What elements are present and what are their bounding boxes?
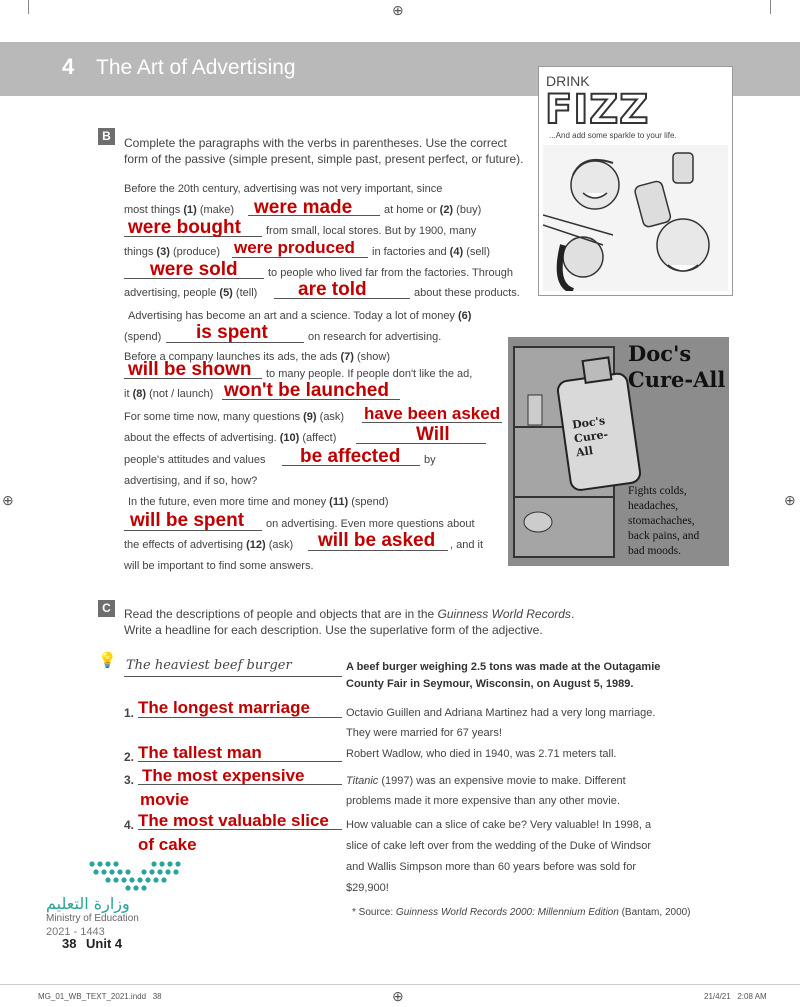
lightbulb-icon: 💡: [98, 652, 117, 669]
unit-title: The Art of Advertising: [96, 56, 296, 79]
text-line: to many people. If people don't like the ad,: [266, 368, 473, 380]
section-b-badge: B: [98, 128, 115, 145]
example-description: A beef burger weighing 2.5 tons was made at the Outagamie County Fair in Seymour, Wisconsin, on August 5, 1989.: [346, 661, 661, 690]
text-line: In the future, even more time and money (11) (spend): [128, 496, 389, 508]
text-line: people's attitudes and values: [124, 454, 266, 466]
unit-number: 4: [62, 54, 75, 79]
bottle-label: Doc's Cure-All: [571, 414, 609, 460]
answer-4: were sold: [150, 259, 238, 280]
source-note: * Source: Guinness World Records 2000: Millennium Edition (Bantam, 2000): [352, 907, 691, 918]
registration-mark-icon: ⊕: [392, 2, 404, 18]
text-line: advertising, people (5) (tell): [124, 287, 258, 299]
headline-answer-3-line2: movie: [140, 790, 190, 809]
answer-5: are told: [298, 279, 367, 300]
item-number: 2.: [124, 750, 135, 764]
headline-answer-1: The longest marriage: [138, 698, 310, 717]
text-line: about these products.: [414, 287, 520, 299]
example-headline: The heaviest beef burger: [126, 658, 292, 673]
text-line: For some time now, many questions (9) (ask): [124, 411, 345, 423]
item-description-4: How valuable can a slice of cake be? Very valuable! In 1998, a slice of cake left over from the wedding of the Duke of Windsor and Wallis Simpson more than 60 years before was sold for $29,900!: [346, 819, 652, 894]
ministry-english-name: Ministry of Education: [46, 913, 139, 924]
text-line: from small, local stores. But by 1900, many: [266, 225, 477, 237]
ministry-logo-dots: [88, 858, 184, 892]
page-number: 38: [62, 936, 77, 951]
print-slug-divider: [0, 984, 800, 985]
answer-9: have been asked: [364, 404, 501, 423]
crop-mark: [28, 0, 29, 14]
answer-6: is spent: [196, 322, 268, 343]
headline-answer-4-line2: of cake: [138, 835, 197, 854]
ad-brand-fizz: FIZZ: [545, 87, 650, 133]
text-line: will be important to find some answers.: [124, 560, 314, 572]
answer-7: will be shown: [128, 359, 252, 380]
answer-1: were made: [254, 197, 353, 218]
item-number: 1.: [124, 706, 135, 720]
text-line: to people who lived far from the factories. Through: [268, 267, 513, 279]
example-line: [124, 675, 342, 677]
text-line: advertising, and if so, how?: [124, 475, 258, 487]
answer-2: were bought: [128, 217, 241, 238]
text-line: about the effects of advertising. (10) (affect): [124, 432, 337, 444]
fizz-advertisement: [538, 66, 733, 296]
text-line: (spend): [124, 331, 162, 343]
answer-13: will be asked: [318, 530, 436, 551]
unit-label: Unit 4: [86, 936, 123, 951]
item-number: 4.: [124, 818, 135, 832]
text-line: by: [424, 454, 436, 466]
ad-drink-label: DRINK: [546, 73, 590, 89]
print-slug-filename: MG_01_WB_TEXT_2021.indd 38: [38, 992, 162, 1001]
answer-12: will be spent: [130, 510, 245, 531]
text-line: the effects of advertising (12) (ask): [124, 539, 294, 551]
headline-answer-4-line1: The most valuable slice: [138, 811, 329, 830]
print-slug-date: 21/4/21 2:08 AM: [704, 992, 767, 1001]
text-line: Before a company launches its ads, the ads (7) (show): [124, 351, 390, 363]
text-line: at home or (2) (buy): [384, 204, 482, 216]
text-line: on research for advertising.: [308, 331, 442, 343]
docs-cure-all-advertisement: [508, 337, 729, 566]
ministry-arabic-name: وزارة التعليم: [46, 894, 130, 913]
headline-answer-2: The tallest man: [138, 743, 262, 762]
text-line: most things (1) (make): [124, 204, 235, 216]
item-number: 3.: [124, 773, 135, 787]
ad-caption: Fights colds, headaches, stomachaches, back pains, and bad moods.: [628, 485, 700, 557]
ad-tagline: ...And add some sparkle to your life.: [549, 131, 677, 140]
registration-mark-icon: ⊕: [392, 988, 404, 1004]
text-line: it (8) (not / launch): [124, 388, 214, 400]
text-line: , and it: [450, 539, 484, 551]
fizz-people-illustration: [543, 145, 728, 291]
section-c-instructions: Read the descriptions of people and objects that are in the Guinness World Records. Write a headline for each description. Use the superlative form of the adjective.: [124, 607, 575, 637]
text-line: on advertising. Even more questions about: [266, 518, 475, 530]
headline-answer-3-line1: The most expensive: [142, 766, 305, 785]
registration-mark-icon: ⊕: [2, 492, 14, 508]
answer-11: be affected: [300, 446, 401, 467]
ministry-year: 2021 - 1443: [46, 926, 105, 938]
item-description-1: Octavio Guillen and Adriana Martinez had a very long marriage. They were married for 67 years!: [346, 707, 656, 739]
item-description-3: Titanic (1997) was an expensive movie to make. Different problems made it more expensive than any other movie.: [346, 775, 626, 807]
crop-mark: [770, 0, 771, 14]
answer-10: Will: [416, 424, 450, 445]
answer-3: were produced: [234, 238, 355, 257]
text-line: Advertising has become an art and a science. Today a lot of money (6): [128, 310, 472, 322]
registration-mark-icon: ⊕: [784, 492, 796, 508]
text-line: Before the 20th century, advertising was not very important, since: [124, 183, 443, 195]
ad-title-line1: Doc's: [628, 341, 692, 366]
ad-title-line2: Cure-All: [628, 367, 726, 392]
text-line: in factories and (4) (sell): [372, 246, 491, 258]
section-b-instructions: Complete the paragraphs with the verbs in parentheses. Use the correct form of the passive (simple present, simple past, present perfect, or future).: [124, 136, 524, 166]
item-description-2: Robert Wadlow, who died in 1940, was 2.71 meters tall.: [346, 748, 617, 760]
answer-8: won't be launched: [224, 380, 389, 401]
text-line: things (3) (produce): [124, 246, 221, 258]
section-c-badge: C: [98, 600, 115, 617]
